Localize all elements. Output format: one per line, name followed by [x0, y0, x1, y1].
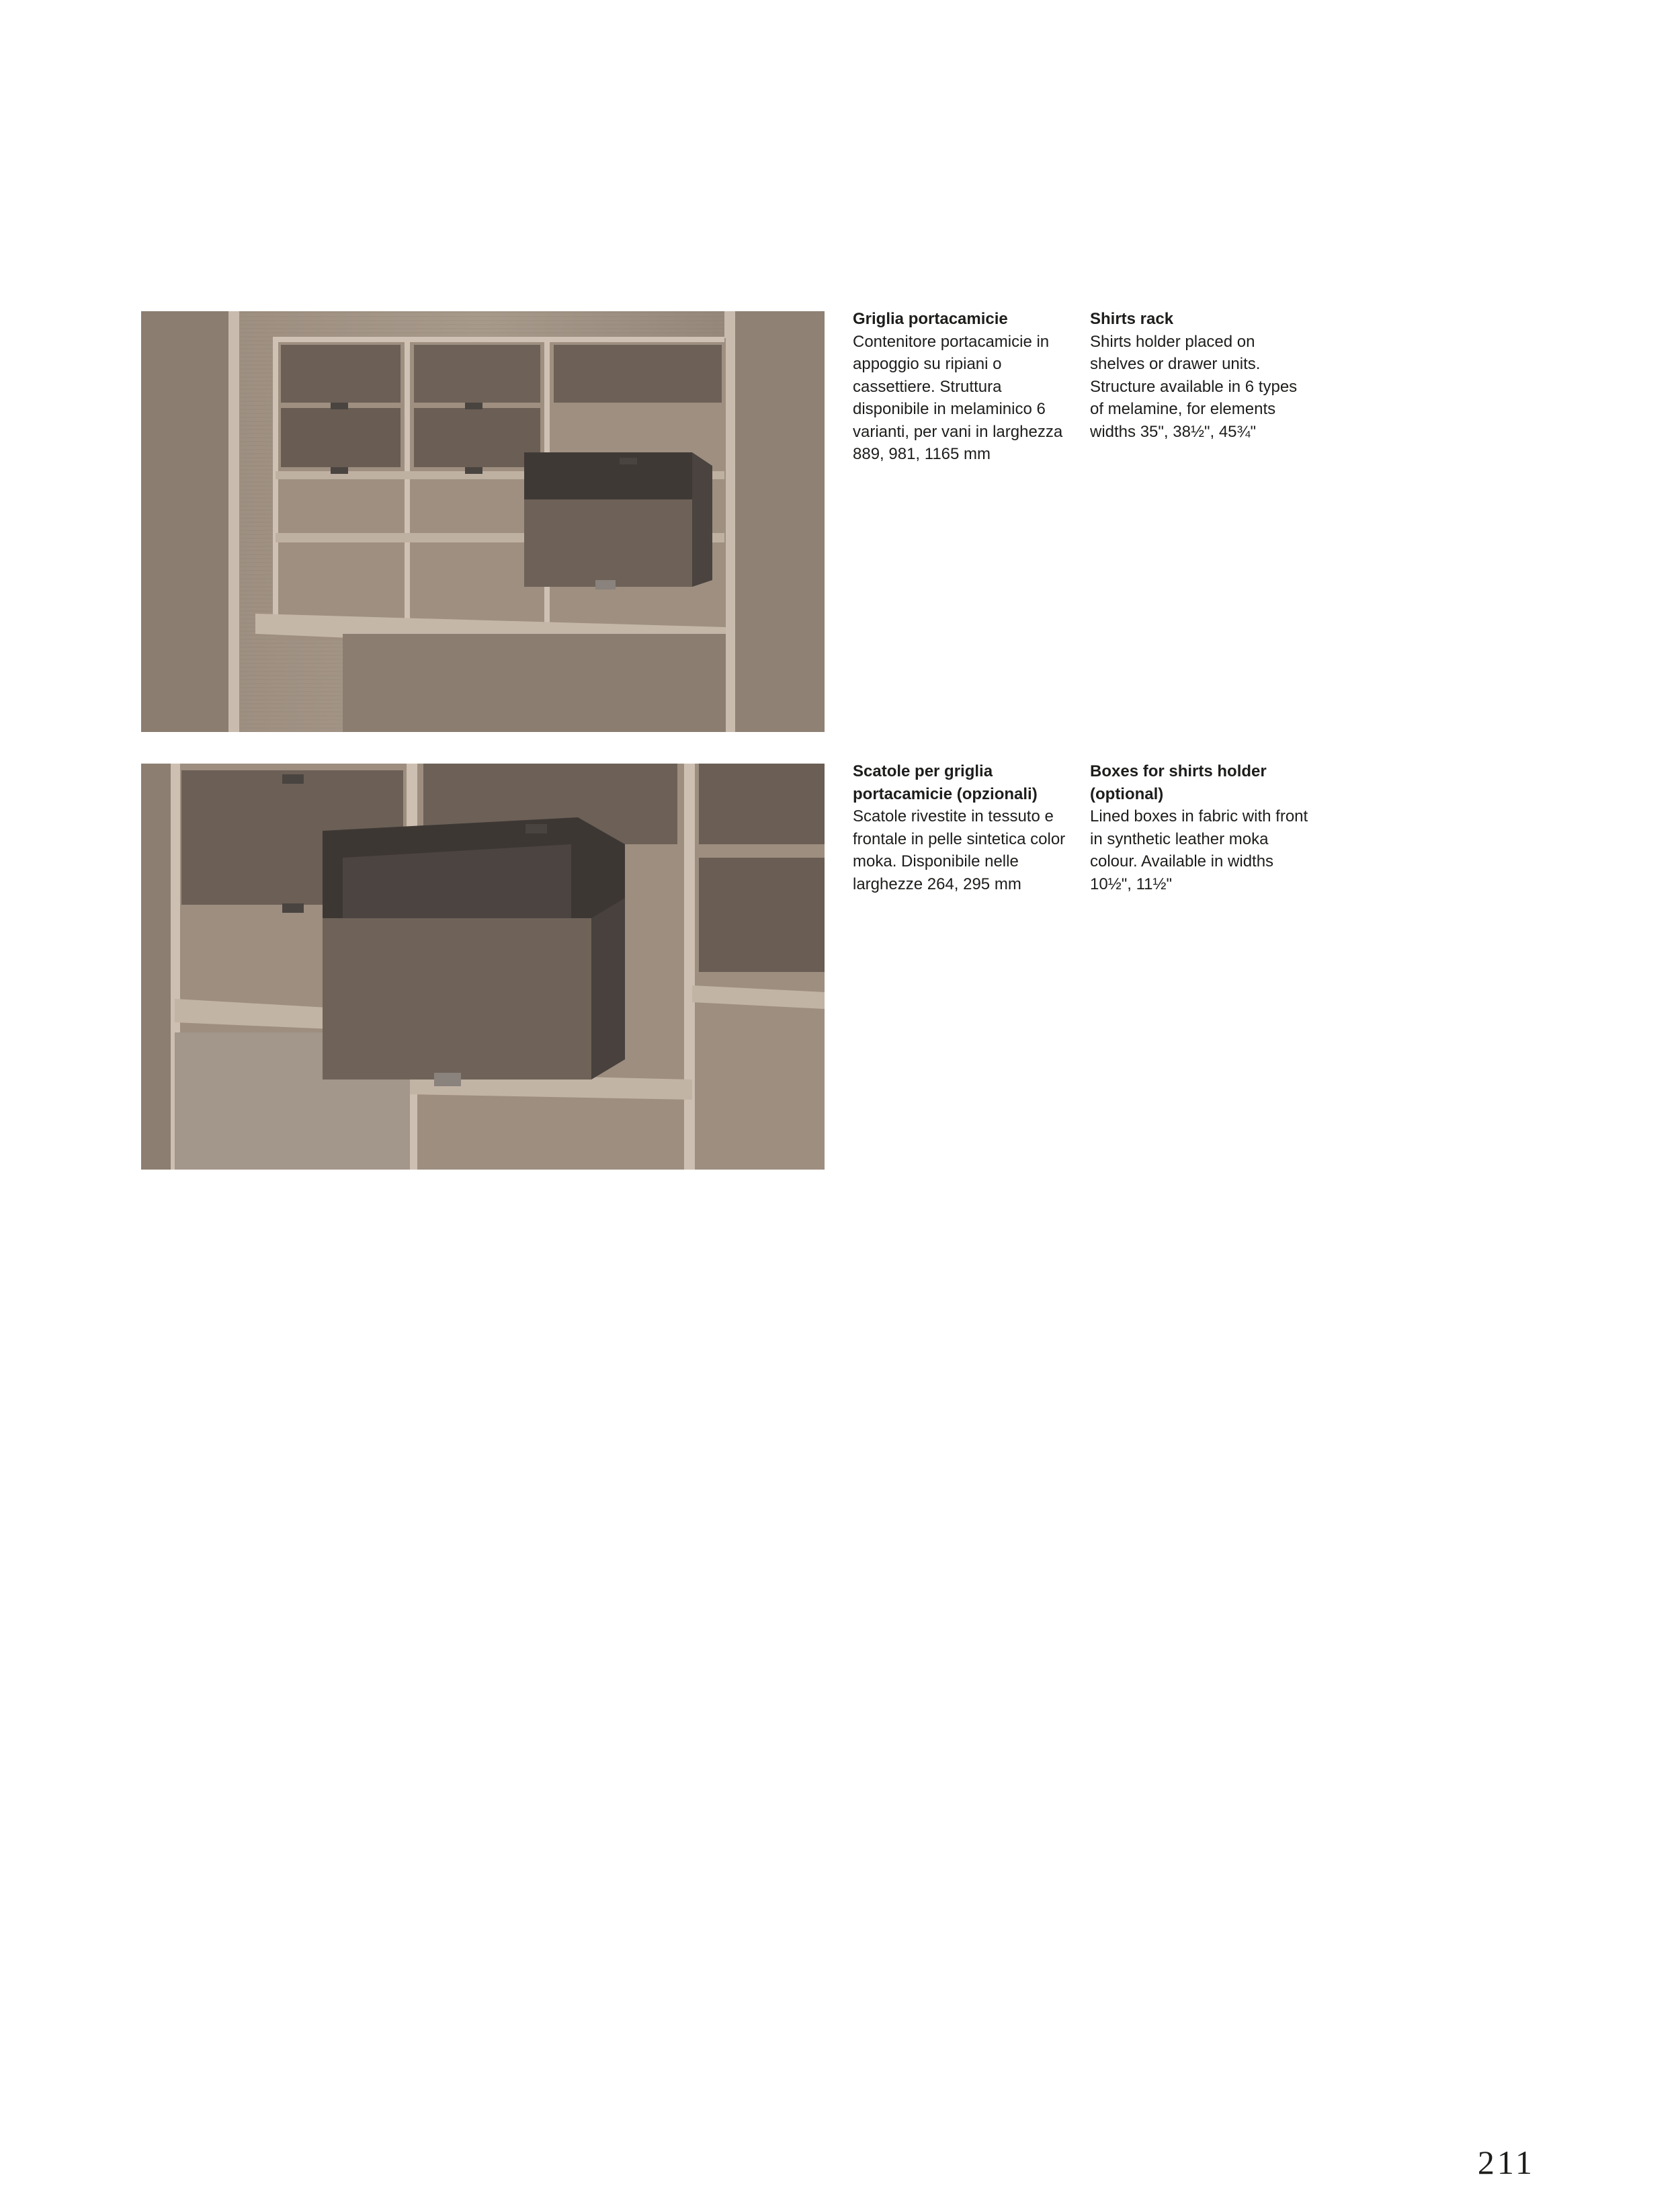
- section-1-italian-body: Contenitore portacamicie in appoggio su ripiani o cassettiere. Struttura disponibile in melaminico 6 varianti, per vani in larghezza 889, 981, 1165 mm: [853, 332, 1063, 463]
- section-2-english-body: Lined boxes in fabric with front in synthetic leather moka colour. Available in widths 10½", 11½": [1090, 807, 1308, 893]
- section-1-italian-title: Griglia portacamicie: [853, 310, 1008, 328]
- section-1-english-body: Shirts holder placed on shelves or drawer units. Structure available in 6 types of melamine, for elements widths 35", 38½", 45¾": [1090, 332, 1298, 441]
- section-1-english: [1090, 308, 1312, 443]
- section-2-english: [1090, 760, 1312, 895]
- page-number: 211: [1477, 2144, 1535, 2181]
- shirts-rack-illustration: [141, 311, 825, 732]
- shirts-rack-photo: [141, 311, 825, 732]
- section-1-english-title: Shirts rack: [1090, 310, 1174, 328]
- section-2-english-title: Boxes for shirts holder (optional): [1090, 762, 1267, 803]
- section-2-italian: [853, 760, 1075, 895]
- section-1-italian: [853, 308, 1075, 466]
- section-2-italian-title: Scatole per griglia portacamicie (opzionali): [853, 762, 1038, 803]
- shirts-boxes-photo: [141, 764, 825, 1170]
- shirts-boxes-illustration: [141, 764, 825, 1170]
- section-2-italian-body: Scatole rivestite in tessuto e frontale in pelle sintetica color moka. Disponibile nelle larghezze 264, 295 mm: [853, 807, 1066, 893]
